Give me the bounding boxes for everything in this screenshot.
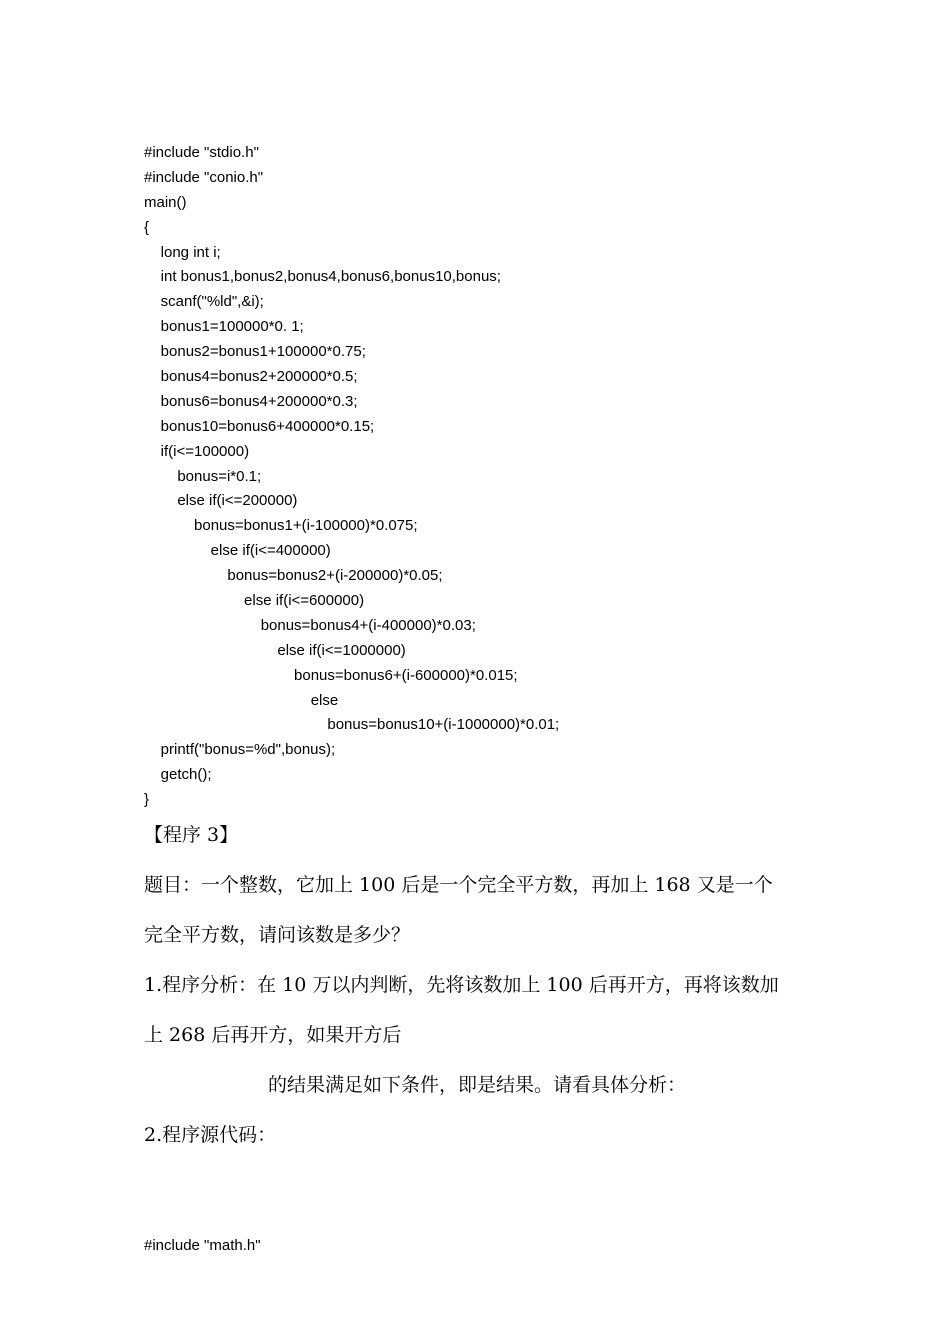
code-line: bonus2=bonus1+100000*0.75; bbox=[144, 343, 366, 361]
code-line: bonus=bonus2+(i-200000)*0.05; bbox=[144, 567, 443, 585]
code-line: bonus=bonus10+(i-1000000)*0.01; bbox=[144, 716, 560, 734]
code-line: long int i; bbox=[144, 243, 221, 261]
code-line: int bonus1,bonus2,bonus4,bonus6,bonus10,bonus; bbox=[144, 268, 501, 286]
code-line: else if(i<=400000) bbox=[144, 542, 331, 560]
code-line: { bbox=[144, 218, 150, 236]
code-line: main() bbox=[144, 193, 187, 211]
code-block-bonus-program bbox=[144, 141, 824, 813]
code-line: else bbox=[144, 691, 339, 709]
code-line: #include "conio.h" bbox=[144, 168, 264, 186]
code-line: getch(); bbox=[144, 766, 212, 784]
code-line: bonus=bonus6+(i-600000)*0.015; bbox=[144, 666, 518, 684]
code-line: bonus6=bonus4+200000*0.3; bbox=[144, 392, 358, 410]
code-line: #include "math.h" bbox=[144, 1237, 261, 1254]
code-line: printf("bonus=%d",bonus); bbox=[144, 741, 336, 759]
section-heading: 【程序 3】 bbox=[144, 824, 239, 846]
code-line: #include "stdio.h" bbox=[144, 144, 259, 161]
code-line: else if(i<=1000000) bbox=[144, 641, 406, 659]
code-line: bonus1=100000*0. 1; bbox=[144, 318, 304, 336]
code-line: else if(i<=600000) bbox=[144, 592, 365, 610]
problem-text-line: 完全平方数，请问该数是多少？ bbox=[144, 924, 411, 946]
analysis-text-line: 上 268 后再开方，如果开方后 bbox=[144, 1024, 402, 1046]
code-block-program-3 bbox=[144, 1186, 261, 1307]
code-line: bonus=bonus4+(i-400000)*0.03; bbox=[144, 616, 476, 634]
analysis-text-line: 的结果满足如下条件，即是结果。请看具体分析： bbox=[268, 1074, 687, 1096]
code-line: } bbox=[144, 791, 150, 809]
program-3-section bbox=[144, 810, 810, 1160]
source-code-heading: 2.程序源代码： bbox=[144, 1124, 277, 1146]
problem-text-line: 题目：一个整数，它加上 100 后是一个完全平方数，再加上 168 又是一个 bbox=[144, 874, 773, 896]
code-line: bonus=bonus1+(i-100000)*0.075; bbox=[144, 517, 418, 535]
code-line: bonus10=bonus6+400000*0.15; bbox=[144, 417, 375, 435]
analysis-text-line: 1.程序分析：在 10 万以内判断，先将该数加上 100 后再开方，再将该数加 bbox=[144, 974, 779, 996]
code-line: bonus=i*0.1; bbox=[144, 467, 262, 485]
code-line: if(i<=100000) bbox=[144, 442, 250, 460]
code-line: bonus4=bonus2+200000*0.5; bbox=[144, 368, 358, 386]
code-line: else if(i<=200000) bbox=[144, 492, 298, 510]
code-line: scanf("%ld",&i); bbox=[144, 293, 264, 311]
